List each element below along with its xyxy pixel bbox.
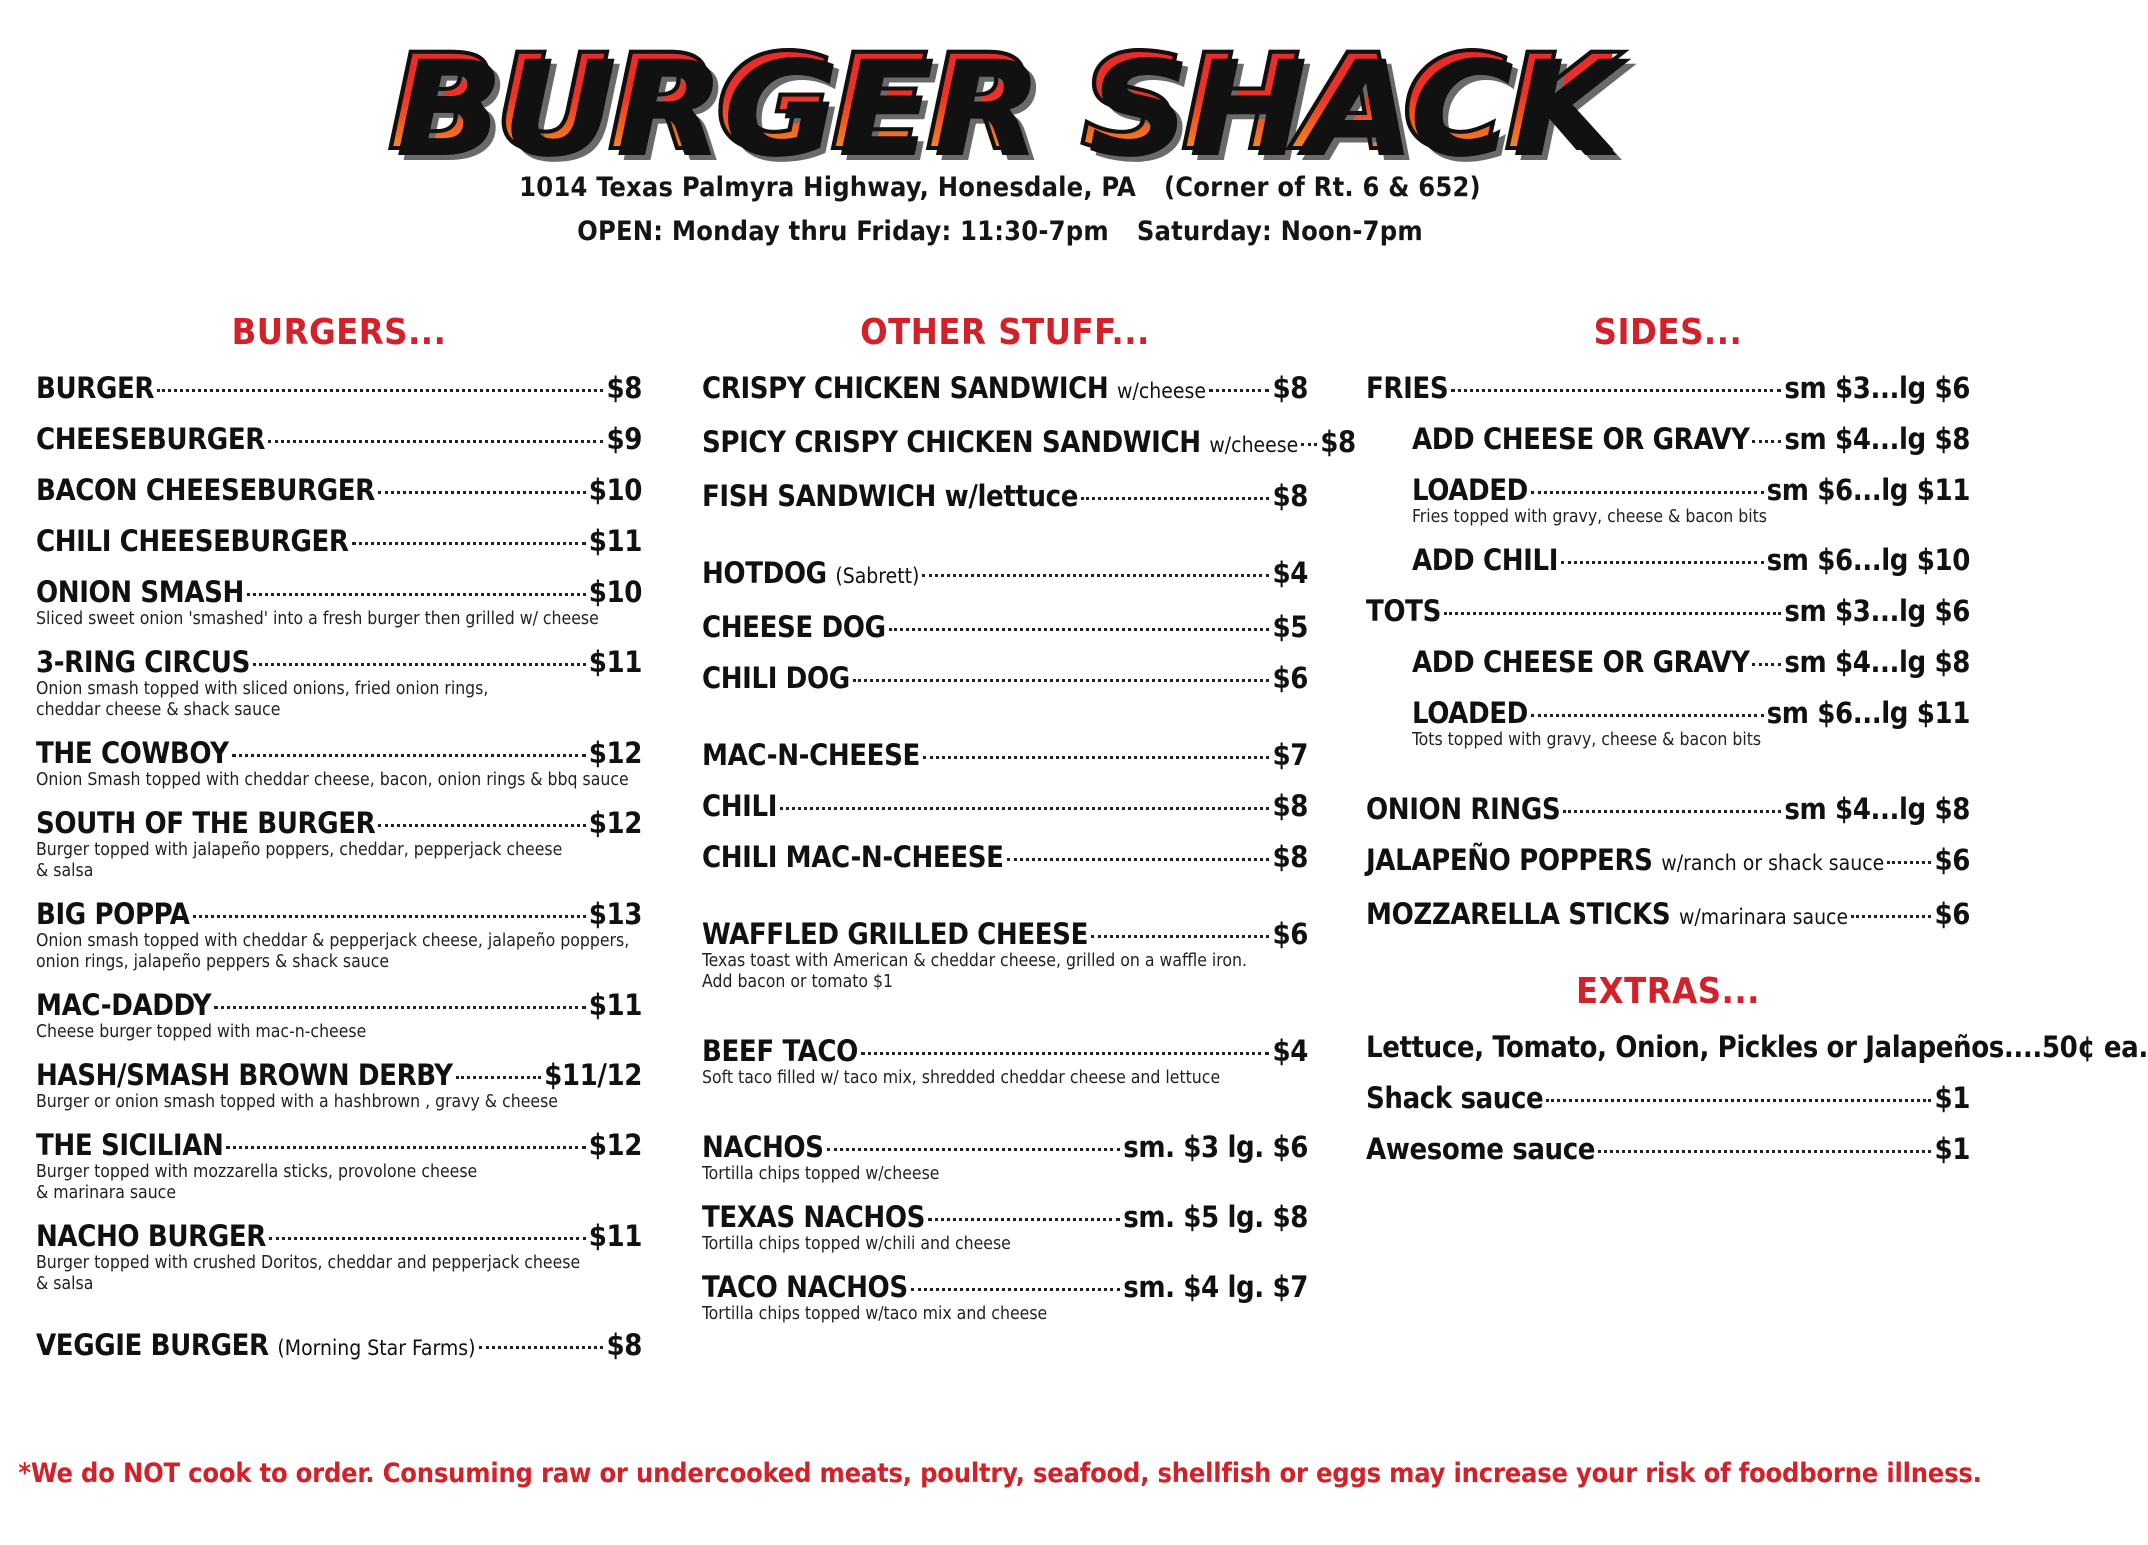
menu-item [702,839,1308,875]
menu-item [36,421,642,457]
item-price: $8 [606,1328,642,1362]
footnote-disclaimer: *We do NOT cook to order. Consuming raw or undercooked meats, poultry, seafood, shellfish or eggs may increase your risk of foodborne illness. [18,1458,1982,1489]
menu-item [702,1033,1308,1090]
dot-leader [911,1288,1120,1291]
item-name: 3-RING CIRCUS [36,645,250,679]
dot-leader [157,389,603,392]
dot-leader [922,574,1269,577]
item-description: Cheese burger topped with mac-n-cheese [36,1022,367,1042]
menu-item [36,1127,642,1205]
dot-leader [214,1006,586,1009]
item-price: $6 [1272,917,1308,951]
item-price: $6 [1934,843,1970,877]
dot-leader [1081,497,1269,500]
item-description-line2: onion rings, jalapeño peppers & shack sauce [36,952,390,972]
menu-item [1366,842,1970,881]
menu-item [702,1199,1308,1256]
dot-leader [1563,810,1781,813]
item-price: sm $4...lg $8 [1784,422,1970,456]
dot-leader [780,807,1269,810]
hours-saturday: Saturday: Noon-7pm [1136,216,1423,247]
section-title-extras: EXTRAS... [1576,971,1760,1012]
item-name: MOZZARELLA STICKS [1366,897,1671,931]
menu-item [1366,896,1970,935]
item-price: sm $4...lg $8 [1784,645,1970,679]
item-note: w/ranch or shack sauce [1661,851,1885,875]
item-name: BACON CHEESEBURGER [36,473,375,507]
dot-leader [1752,663,1781,666]
menu-item [702,370,1308,409]
item-price: $8 [1272,789,1308,823]
dot-leader [1598,1150,1931,1153]
item-price: $13 [588,897,642,931]
item-price: $11 [588,524,642,558]
item-price: sm $3...lg $6 [1784,371,1970,405]
item-description: Tortilla chips topped w/taco mix and cheese [702,1304,1048,1324]
item-description: Tots topped with gravy, cheese & bacon bits [1412,730,1762,750]
item-price: sm $4...lg $8 [1784,792,1970,826]
dot-leader [928,1218,1120,1221]
item-price: $8 [1272,479,1308,513]
item-name: TACO NACHOS [702,1270,908,1304]
item-price: $6 [1272,661,1308,695]
dot-leader [1209,389,1270,392]
menu-item [702,737,1308,773]
menu-item [36,644,642,722]
menu-item [36,987,642,1044]
item-name: VEGGIE BURGER [36,1328,269,1362]
item-description: Onion smash topped with sliced onions, fried onion rings, [36,679,489,699]
item-name: LOADED [1412,473,1528,507]
menu-item [1366,472,1970,529]
menu-item [702,788,1308,824]
dot-leader [269,1237,586,1240]
menu-item [1366,421,1970,457]
dot-leader [226,1146,585,1149]
item-name: Lettuce, Tomato, Onion, Pickles or Jalapeños....50¢ ea. [1366,1030,2148,1064]
item-description: Burger topped with mozzarella sticks, provolone cheese [36,1162,478,1182]
item-name: ONION RINGS [1366,792,1561,826]
dot-leader [1451,389,1781,392]
menu-item [702,424,1356,463]
item-note: w/marinara sauce [1678,905,1849,929]
menu-item [36,1057,642,1114]
item-price: $1 [1934,1081,1970,1115]
item-name: ADD CHILI [1412,543,1559,577]
item-name: Shack sauce [1366,1081,1544,1115]
section-title-sides: SIDES... [1593,312,1743,353]
dot-leader [923,756,1270,759]
dot-leader [1301,443,1317,446]
restaurant-logo [387,28,1612,178]
dot-leader [479,1346,604,1349]
item-note: (Sabrett) [835,564,920,588]
item-price: sm. $5 lg. $8 [1123,1200,1308,1234]
menu-item [1366,370,1970,406]
dot-leader [253,663,586,666]
dot-leader [1561,561,1764,564]
menu-item [702,609,1308,645]
item-name: BEEF TACO [702,1034,858,1068]
item-description: Texas toast with American & cheddar cheese, grilled on a waffle iron. [702,951,1247,971]
dot-leader [378,491,586,494]
menu-item [1366,644,1970,680]
item-price: $10 [588,575,642,609]
dot-leader [193,915,586,918]
item-price: $12 [588,736,642,770]
item-description-line2: & salsa [36,1274,94,1294]
item-name: CHILI MAC-N-CHEESE [702,840,1004,874]
item-name: HOTDOG [702,556,827,590]
item-name: MAC-N-CHEESE [702,738,920,772]
menu-item [1366,1131,1970,1167]
item-price: $4 [1272,1034,1308,1068]
item-description-line2: Add bacon or tomato $1 [702,972,894,992]
item-name: TOTS [1366,594,1441,628]
item-price: $4 [1272,556,1308,590]
item-description: Burger topped with crushed Doritos, cheddar and pepperjack cheese [36,1253,581,1273]
item-name: MAC-DADDY [36,988,212,1022]
item-description: Onion Smash topped with cheddar cheese, bacon, onion rings & bbq sauce [36,770,629,790]
item-price: $8 [606,371,642,405]
other-stuff-column [702,310,1356,1339]
item-price: $6 [1934,897,1970,931]
item-note: w/cheese [1209,433,1299,457]
menu-item [36,735,642,792]
item-name: CHEESEBURGER [36,422,265,456]
item-note: w/cheese [1117,379,1206,403]
menu-item [1366,542,1970,578]
item-price: $8 [1272,840,1308,874]
menu-item [702,555,1308,594]
item-description: Onion smash topped with cheddar & pepperjack cheese, jalapeño poppers, [36,931,630,951]
dot-leader [1444,612,1781,615]
menu-item [702,1129,1308,1186]
menu-item [1366,791,1970,827]
item-price: $7 [1272,738,1308,772]
menu-item [36,1327,642,1366]
item-name: ADD CHEESE OR GRAVY [1412,422,1750,456]
dot-leader [1752,440,1781,443]
item-name: BIG POPPA [36,897,190,931]
dot-leader [889,628,1270,631]
logo-wrap [0,28,2000,178]
item-name: CHILI DOG [702,661,850,695]
item-price: $8 [1320,425,1356,459]
item-price: $11 [588,988,642,1022]
item-description-line2: & salsa [36,861,94,881]
menu-item [1366,1080,1970,1116]
item-price: $12 [588,806,642,840]
menu-item [702,660,1308,696]
item-description: Fries topped with gravy, cheese & bacon bits [1412,507,1767,527]
item-name: BURGER [36,371,155,405]
burgers-column [36,310,642,1381]
item-name: ADD CHEESE OR GRAVY [1412,645,1750,679]
item-description: Burger topped with jalapeño poppers, cheddar, pepperjack cheese [36,840,563,860]
item-description: Sliced sweet onion 'smashed' into a fresh burger then grilled w/ cheese [36,609,599,629]
item-price: sm. $4 lg. $7 [1123,1270,1308,1304]
hours-line [0,216,2000,247]
item-price: sm $6...lg $11 [1766,696,1970,730]
item-description: Burger or onion smash topped with a hashbrown , gravy & cheese [36,1092,558,1112]
menu-item [36,805,642,883]
item-name: FRIES [1366,371,1449,405]
dot-leader [827,1148,1121,1151]
dot-leader [247,593,586,596]
item-name: WAFFLED GRILLED CHEESE [702,917,1088,951]
item-name: NACHO BURGER [36,1219,266,1253]
address-line [0,172,2000,203]
menu-item [36,523,642,559]
address: 1014 Texas Palmyra Highway, Honesdale, PA [519,172,1136,203]
dot-leader [1851,915,1931,918]
menu-item [36,472,642,508]
item-name: THE COWBOY [36,736,229,770]
item-description-line2: cheddar cheese & shack sauce [36,700,281,720]
dot-leader [268,440,604,443]
item-price: $10 [588,473,642,507]
item-price: sm. $3 lg. $6 [1123,1130,1308,1164]
menu-item [702,1269,1308,1326]
dot-leader [1091,935,1269,938]
dot-leader [232,754,586,757]
item-price: $12 [588,1128,642,1162]
item-price: sm $6...lg $10 [1766,543,1970,577]
menu-item [1366,593,1970,629]
item-name: TEXAS NACHOS [702,1200,925,1234]
item-price: sm $3...lg $6 [1784,594,1970,628]
menu-item [1366,695,1970,752]
item-price: $9 [606,422,642,456]
item-description: Soft taco filled w/ taco mix, shredded cheddar cheese and lettuce [702,1068,1221,1088]
dot-leader [1546,1099,1931,1102]
menu-item [36,370,642,406]
item-name: Awesome sauce [1366,1132,1596,1166]
menu-item [702,478,1308,514]
item-name: FISH SANDWICH w/lettuce [702,479,1079,513]
dot-leader [1531,714,1764,717]
item-description: Tortilla chips topped w/chili and cheese [702,1234,1011,1254]
item-price: $8 [1272,371,1308,405]
sides-column [1366,310,2148,1182]
dot-leader [378,824,585,827]
menu-item [1366,1029,2148,1065]
section-title-burgers: BURGERS... [231,312,447,353]
item-description-line2: & marinara sauce [36,1183,177,1203]
item-name: SPICY CRISPY CHICKEN SANDWICH [702,425,1201,459]
menu-item [36,574,642,631]
item-name: NACHOS [702,1130,824,1164]
item-price: $5 [1272,610,1308,644]
corner-note: (Corner of Rt. 6 & 652) [1163,172,1481,203]
menu-item [702,916,1308,994]
menu-item [36,896,642,974]
item-name: CRISPY CHICKEN SANDWICH [702,371,1109,405]
item-name: HASH/SMASH BROWN DERBY [36,1058,453,1092]
item-name: JALAPEÑO POPPERS [1366,843,1653,877]
dot-leader [1531,491,1764,494]
logo-text: BURGER SHACK [387,26,1613,180]
dot-leader [352,542,586,545]
section-title-other: OTHER STUFF... [860,312,1150,353]
dot-leader [1887,861,1931,864]
dot-leader [456,1076,541,1079]
item-price: $11 [588,1219,642,1253]
item-price: $11/12 [544,1058,642,1092]
item-description: Tortilla chips topped w/cheese [702,1164,940,1184]
item-name: ONION SMASH [36,575,244,609]
item-price: $1 [1934,1132,1970,1166]
dot-leader [853,679,1270,682]
menu-item [36,1218,642,1296]
item-name: SOUTH OF THE BURGER [36,806,376,840]
hours-weekday: OPEN: Monday thru Friday: 11:30-7pm [577,216,1109,247]
dot-leader [861,1052,1270,1055]
dot-leader [1007,858,1270,861]
item-price: sm $6...lg $11 [1766,473,1970,507]
item-name: CHILI [702,789,778,823]
item-note: (Morning Star Farms) [277,1336,476,1360]
item-name: CHEESE DOG [702,610,886,644]
item-price: $11 [588,645,642,679]
item-name: LOADED [1412,696,1528,730]
item-name: THE SICILIAN [36,1128,224,1162]
item-name: CHILI CHEESEBURGER [36,524,349,558]
